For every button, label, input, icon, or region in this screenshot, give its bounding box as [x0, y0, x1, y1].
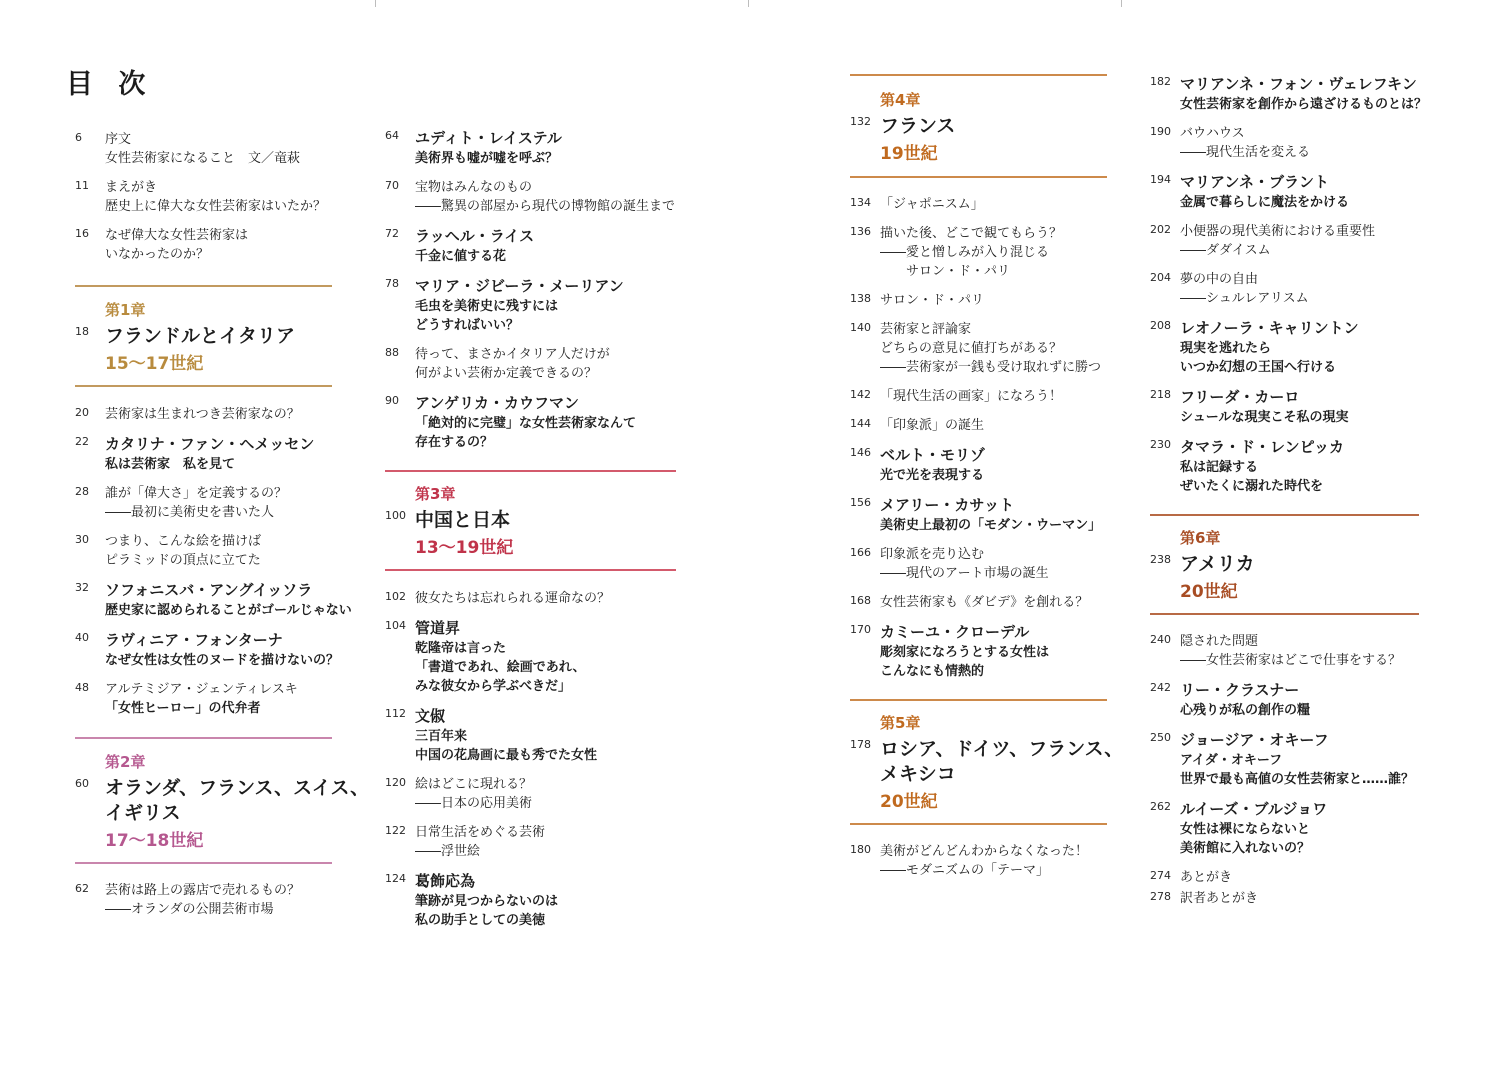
page-number: 168	[850, 594, 871, 607]
page-number: 194	[1150, 173, 1171, 186]
toc-entry[interactable]	[75, 434, 365, 474]
chapter-body	[75, 324, 332, 376]
page-number: 32	[75, 581, 89, 594]
toc-entry[interactable]	[1150, 74, 1495, 114]
toc-column-1	[75, 130, 370, 919]
entry-subtitle: ――愛と憎しみが入り混じる	[880, 245, 1050, 260]
toc-entry[interactable]	[75, 630, 365, 670]
toc-entry[interactable]	[1150, 799, 1495, 858]
entry-title: 「現代生活の画家」になろう！	[880, 389, 1063, 404]
toc-entry[interactable]	[850, 495, 1120, 535]
entry-subtitle: 金属で暮らしに魔法をかける	[1180, 195, 1350, 210]
page-number: 166	[850, 546, 871, 559]
toc-entry[interactable]	[385, 589, 685, 608]
chapter-label: 第1章	[105, 301, 146, 319]
entry-title: 女性芸術家も《ダビデ》を創れる？	[880, 595, 1089, 610]
entry-title: 宝物はみんなのもの	[415, 180, 533, 195]
chapter-body	[850, 114, 1107, 166]
entry-title: 「ジャポニスム」	[880, 197, 984, 212]
page-number: 112	[385, 707, 406, 720]
entry-title: ソフォニスバ・アングイッソラ	[105, 581, 313, 599]
entry-subtitle: ――オランダの公開芸術市場	[105, 902, 274, 917]
entry-title: 美術がどんどんわからなくなった！	[880, 844, 1089, 859]
chapter-4-heading[interactable]	[850, 74, 1107, 178]
page-number: 18	[75, 325, 89, 338]
toc-entry[interactable]	[1150, 437, 1495, 496]
chapter-era: 13～19世紀	[415, 538, 514, 558]
toc-entry[interactable]	[385, 345, 685, 383]
page-number: 70	[385, 179, 399, 192]
chapter-era: 20世紀	[880, 792, 938, 812]
entry-subtitle: 「絶対的に完璧」な女性芸術家なんて	[415, 416, 637, 431]
entry-title: バウハウス	[1180, 126, 1245, 141]
entry-subtitle: 美術界も嘘が嘘を呼ぶ？	[415, 151, 559, 166]
entry-title: リー・クラスナー	[1180, 681, 1300, 699]
page-number: 230	[1150, 438, 1171, 451]
page-number: 140	[850, 321, 871, 334]
entry-subtitle: ――日本の応用美術	[415, 796, 533, 811]
entry-title: 待って、まさかイタリア人だけが	[415, 347, 610, 362]
toc-entry[interactable]	[75, 130, 365, 168]
toc-entry[interactable]	[75, 881, 365, 919]
entry-subtitle: ――最初に美術史を書いた人	[105, 505, 275, 520]
entry-subtitle: アイダ・オキーフ	[1180, 753, 1283, 768]
entry-title: フリーダ・カーロ	[1180, 388, 1300, 406]
entry-title: カタリナ・ファン・ヘメッセン	[105, 435, 315, 453]
toc-entry[interactable]	[850, 842, 1120, 880]
entry-title: ユディト・レイステル	[415, 129, 562, 147]
entry-title: アンゲリカ・カウフマン	[415, 394, 579, 412]
crop-mark	[375, 0, 376, 7]
entry-subtitle: 彫刻家になろうとする女性は	[880, 645, 1050, 660]
toc-entry[interactable]	[385, 823, 685, 861]
toc-entry[interactable]	[850, 545, 1120, 583]
toc-entry[interactable]	[850, 445, 1120, 485]
entry-subtitle: 女性芸術家になること 文／竜萩	[105, 151, 301, 166]
entry-subtitle: 私の助手としての美徳	[415, 913, 546, 928]
page-number: 64	[385, 129, 399, 142]
page-number: 60	[75, 777, 89, 790]
page-number: 204	[1150, 271, 1171, 284]
page-number: 250	[1150, 731, 1171, 744]
chapter-name: フランドルとイタリア	[105, 325, 296, 347]
entry-subtitle: 現実を逃れたら	[1180, 341, 1272, 356]
entry-title: なぜ偉大な女性芸術家は	[105, 228, 249, 243]
entry-subtitle: ――女性芸術家はどこで仕事をする？	[1180, 653, 1402, 668]
entry-title: ルイーズ・ブルジョワ	[1180, 800, 1328, 818]
page-number: 6	[75, 131, 82, 144]
entry-title: マリア・ジビーラ・メーリアン	[415, 277, 624, 295]
entry-title: 日常生活をめぐる芸術	[415, 825, 546, 840]
toc-column-2	[385, 128, 685, 930]
entry-title: ラッヘル・ライス	[415, 227, 535, 245]
page-number: 88	[385, 346, 399, 359]
toc-entry[interactable]	[385, 775, 685, 813]
toc-entry[interactable]	[1150, 680, 1495, 720]
toc-column-4	[1150, 74, 1495, 908]
page-number: 182	[1150, 75, 1171, 88]
entry-title: 描いた後、どこで観てもらう？	[880, 226, 1063, 241]
entry-title: つまり、こんな絵を描けば	[105, 534, 262, 549]
toc-entry[interactable]	[75, 484, 365, 522]
entry-title: ラヴィニア・フォンターナ	[105, 631, 283, 649]
page-title: 目 次	[66, 69, 154, 100]
entry-subtitle: 三百年来	[415, 729, 468, 744]
toc-entry[interactable]	[385, 871, 685, 930]
entry-title: アルテミジア・ジェンティレスキ	[105, 682, 298, 697]
entry-subtitle: 存在するの？	[415, 435, 494, 450]
page-number: 124	[385, 872, 406, 885]
toc-entry[interactable]	[385, 618, 685, 696]
page-number: 104	[385, 619, 406, 632]
entry-subtitle: 美術館に入れないの？	[1180, 841, 1311, 856]
chapter-era: 17～18世紀	[105, 831, 204, 851]
entry-title: 印象派を売り込む	[880, 547, 985, 562]
entry-title: 小便器の現代美術における重要性	[1180, 224, 1376, 239]
entry-subtitle: いつか幻想の王国へ行ける	[1180, 360, 1337, 375]
entry-subtitle: 女性は裸にならないと	[1180, 822, 1311, 837]
toc-entry[interactable]	[1150, 318, 1495, 377]
entry-subtitle: 心残りが私の創作の糧	[1180, 703, 1311, 718]
toc-entry[interactable]	[75, 680, 365, 718]
toc-entry[interactable]	[385, 393, 685, 452]
entry-subtitle: 「書道であれ、絵画であれ、	[415, 660, 586, 675]
toc-entry[interactable]	[1150, 889, 1495, 908]
entry-title: まえがき	[105, 180, 158, 195]
page-number: 178	[850, 738, 871, 751]
entry-subtitle: ――現代生活を変える	[1180, 145, 1311, 160]
entry-title: カミーユ・クローデル	[880, 623, 1030, 641]
entry-subtitle: 私は記録する	[1180, 460, 1259, 475]
entry-subtitle: 乾隆帝は言った	[415, 641, 507, 656]
toc-entry[interactable]	[850, 320, 1120, 377]
entry-title: 訳者あとがき	[1180, 891, 1259, 906]
toc-entry[interactable]	[385, 128, 685, 168]
page-number: 28	[75, 485, 89, 498]
entry-subtitle: ――モダニズムの「テーマ」	[880, 863, 1050, 878]
toc-entry[interactable]	[1150, 270, 1495, 308]
entry-title: 隠された問題	[1180, 634, 1259, 649]
toc-entry[interactable]	[1150, 868, 1495, 887]
page-number: 20	[75, 406, 89, 419]
entry-subtitle: どちらの意見に値打ちがある？	[880, 341, 1063, 356]
chapter-name: メキシコ	[880, 763, 956, 785]
page-number: 202	[1150, 223, 1171, 236]
page-number: 190	[1150, 125, 1171, 138]
page-number: 11	[75, 179, 89, 192]
page-number: 240	[1150, 633, 1171, 646]
chapter-era: 15～17世紀	[105, 354, 204, 374]
entry-title: 誰が「偉大さ」を定義するの？	[105, 486, 288, 501]
toc-entry[interactable]	[850, 291, 1120, 310]
page-number: 102	[385, 590, 406, 603]
entry-subtitle: 歴史上に偉大な女性芸術家はいたか？	[105, 199, 327, 214]
page-number: 78	[385, 277, 399, 290]
entry-title: 絵はどこに現れる？	[415, 777, 533, 792]
entry-title: レオノーラ・キャリントン	[1180, 319, 1359, 337]
entry-subtitle: 筆跡が見つからないのは	[415, 894, 559, 909]
page-number: 146	[850, 446, 871, 459]
chapter-name: ロシア、ドイツ、フランス、	[880, 738, 1124, 760]
entry-title: 序文	[105, 132, 132, 147]
entry-title: 葛飾応為	[415, 872, 476, 890]
chapter-name: アメリカ	[1180, 553, 1255, 575]
entry-title: 管道昇	[415, 619, 461, 637]
toc-entry[interactable]	[75, 405, 365, 424]
entry-subtitle: ――驚異の部屋から現代の博物館の誕生まで	[415, 199, 676, 214]
page-number: 120	[385, 776, 406, 789]
chapter-name: 中国と日本	[415, 509, 511, 531]
toc-entry[interactable]	[385, 226, 685, 266]
crop-mark	[1121, 0, 1122, 7]
entry-subtitle: 光で光を表現する	[880, 468, 985, 483]
page-number: 138	[850, 292, 871, 305]
chapter-3-heading[interactable]	[385, 470, 676, 571]
entry-title: 芸術は路上の露店で売れるもの？	[105, 883, 301, 898]
page-number: 40	[75, 631, 89, 644]
chapter-era: 20世紀	[1180, 582, 1238, 602]
page-number: 274	[1150, 869, 1171, 882]
entry-subtitle: ――浮世絵	[415, 844, 481, 859]
chapter-body	[385, 508, 676, 560]
entry-subtitle: ――現代のアート市場の誕生	[880, 566, 1049, 581]
page-number: 142	[850, 388, 871, 401]
toc-entry[interactable]	[1150, 387, 1495, 427]
chapter-era: 19世紀	[880, 144, 938, 164]
entry-title: ベルト・モリゾ	[880, 446, 986, 464]
page-number: 136	[850, 225, 871, 238]
page-number: 208	[1150, 319, 1171, 332]
chapter-label: 第3章	[415, 485, 456, 503]
toc-entry[interactable]	[850, 593, 1120, 612]
entry-subtitle: 女性芸術家を創作から遠ざけるものとは？	[1180, 97, 1428, 112]
toc-entry[interactable]	[385, 276, 685, 335]
chapter-1-heading[interactable]	[75, 285, 332, 387]
entry-title: 彼女たちは忘れられる運命なの？	[415, 591, 611, 606]
entry-subtitle: サロン・ド・パリ	[880, 264, 1011, 279]
chapter-body	[1150, 552, 1419, 604]
chapter-body	[850, 737, 1124, 814]
page-number: 156	[850, 496, 871, 509]
chapter-5-heading[interactable]	[850, 699, 1124, 825]
entry-subtitle: ――芸術家が一銭も受け取れずに勝つ	[880, 360, 1102, 375]
toc-entry[interactable]	[850, 387, 1120, 406]
page-number: 22	[75, 435, 89, 448]
chapter-label: 第2章	[105, 753, 146, 771]
chapter-name: イギリス	[105, 802, 181, 824]
page-number: 262	[1150, 800, 1171, 813]
toc-entry[interactable]	[1150, 124, 1495, 162]
entry-subtitle: ピラミッドの頂点に立てた	[105, 553, 261, 568]
entry-subtitle: なぜ女性は女性のヌードを描けないの？	[105, 653, 340, 668]
entry-subtitle: ――ダダイスム	[1180, 243, 1271, 258]
page-number: 144	[850, 417, 871, 430]
chapter-label: 第6章	[1180, 529, 1221, 547]
page-number: 90	[385, 394, 399, 407]
entry-subtitle: 美術史上最初の「モダン・ウーマン」	[880, 518, 1102, 533]
entry-subtitle: 千金に値する花	[415, 249, 507, 264]
page-number: 238	[1150, 553, 1171, 566]
chapter-2-heading[interactable]	[75, 737, 370, 864]
page-number: 48	[75, 681, 89, 694]
entry-title: タマラ・ド・レンピッカ	[1180, 438, 1345, 456]
page-number: 218	[1150, 388, 1171, 401]
entry-subtitle: 何がよい芸術か定義できるの？	[415, 366, 598, 381]
toc-entry[interactable]	[75, 226, 365, 264]
entry-title: 文俶	[415, 707, 446, 725]
page-number: 30	[75, 533, 89, 546]
toc-entry[interactable]	[1150, 632, 1495, 670]
chapter-name: フランス	[880, 115, 956, 137]
entry-title: あとがき	[1180, 870, 1233, 885]
entry-subtitle: 「女性ヒーロー」の代弁者	[105, 701, 261, 716]
entry-subtitle: どうすればいい？	[415, 318, 520, 333]
chapter-6-heading[interactable]	[1150, 514, 1419, 615]
entry-subtitle: シュールな現実こそ私の現実	[1180, 410, 1349, 425]
entry-title: メアリー・カサット	[880, 496, 1015, 514]
entry-subtitle: 中国の花鳥画に最も秀でた女性	[415, 748, 598, 763]
page-number: 62	[75, 882, 89, 895]
page-number: 180	[850, 843, 871, 856]
entry-title: マリアンネ・フォン・ヴェレフキン	[1180, 75, 1417, 93]
chapter-name: オランダ、フランス、スイス、	[105, 777, 370, 799]
page-number: 72	[385, 227, 399, 240]
toc-entry[interactable]	[850, 224, 1120, 281]
page-number: 132	[850, 115, 871, 128]
entry-title: ジョージア・オキーフ	[1180, 731, 1329, 749]
entry-title: マリアンネ・ブラント	[1180, 173, 1329, 191]
toc-column-3	[850, 74, 1124, 880]
crop-mark	[748, 0, 749, 7]
entry-subtitle: 世界で最も高値の女性芸術家と……誰？	[1180, 772, 1415, 787]
entry-title: 芸術家と評論家	[880, 322, 972, 337]
toc-entry[interactable]	[75, 580, 365, 620]
entry-subtitle: 私は芸術家 私を見て	[105, 457, 236, 472]
toc-entry[interactable]	[850, 195, 1120, 214]
page-number: 16	[75, 227, 89, 240]
entry-title: 「印象派」の誕生	[880, 418, 985, 433]
page-number: 134	[850, 196, 871, 209]
entry-title: 夢の中の自由	[1180, 272, 1259, 287]
toc-entry[interactable]	[1150, 172, 1495, 212]
page-number: 122	[385, 824, 406, 837]
toc-entry[interactable]	[1150, 730, 1495, 789]
toc-entry[interactable]	[385, 178, 685, 216]
entry-title: 芸術家は生まれつき芸術家なの？	[105, 407, 300, 422]
toc-entry[interactable]	[850, 622, 1120, 681]
entry-subtitle: みな彼女から学ぶべきだ」	[415, 679, 572, 694]
entry-subtitle: 歴史家に認められることがゴールじゃない	[105, 603, 352, 618]
chapter-body	[75, 776, 370, 853]
page-number: 170	[850, 623, 871, 636]
page-number: 242	[1150, 681, 1171, 694]
entry-subtitle: 毛虫を美術史に残すには	[415, 299, 559, 314]
toc-entry[interactable]	[385, 706, 685, 765]
entry-subtitle: ――シュルレアリスム	[1180, 291, 1309, 306]
toc-entry[interactable]	[1150, 222, 1495, 260]
entry-title: サロン・ド・パリ	[880, 293, 985, 308]
page-number: 100	[385, 509, 406, 522]
entry-subtitle: いなかったのか？	[105, 247, 210, 262]
toc-entry[interactable]	[75, 178, 365, 216]
page-number: 278	[1150, 890, 1171, 903]
chapter-label: 第5章	[880, 714, 921, 732]
entry-subtitle: こんなにも情熱的	[880, 664, 985, 679]
entry-subtitle: ぜいたくに溺れた時代を	[1180, 479, 1324, 494]
chapter-label: 第4章	[880, 91, 921, 109]
toc-entry[interactable]	[850, 416, 1120, 435]
toc-entry[interactable]	[75, 532, 365, 570]
